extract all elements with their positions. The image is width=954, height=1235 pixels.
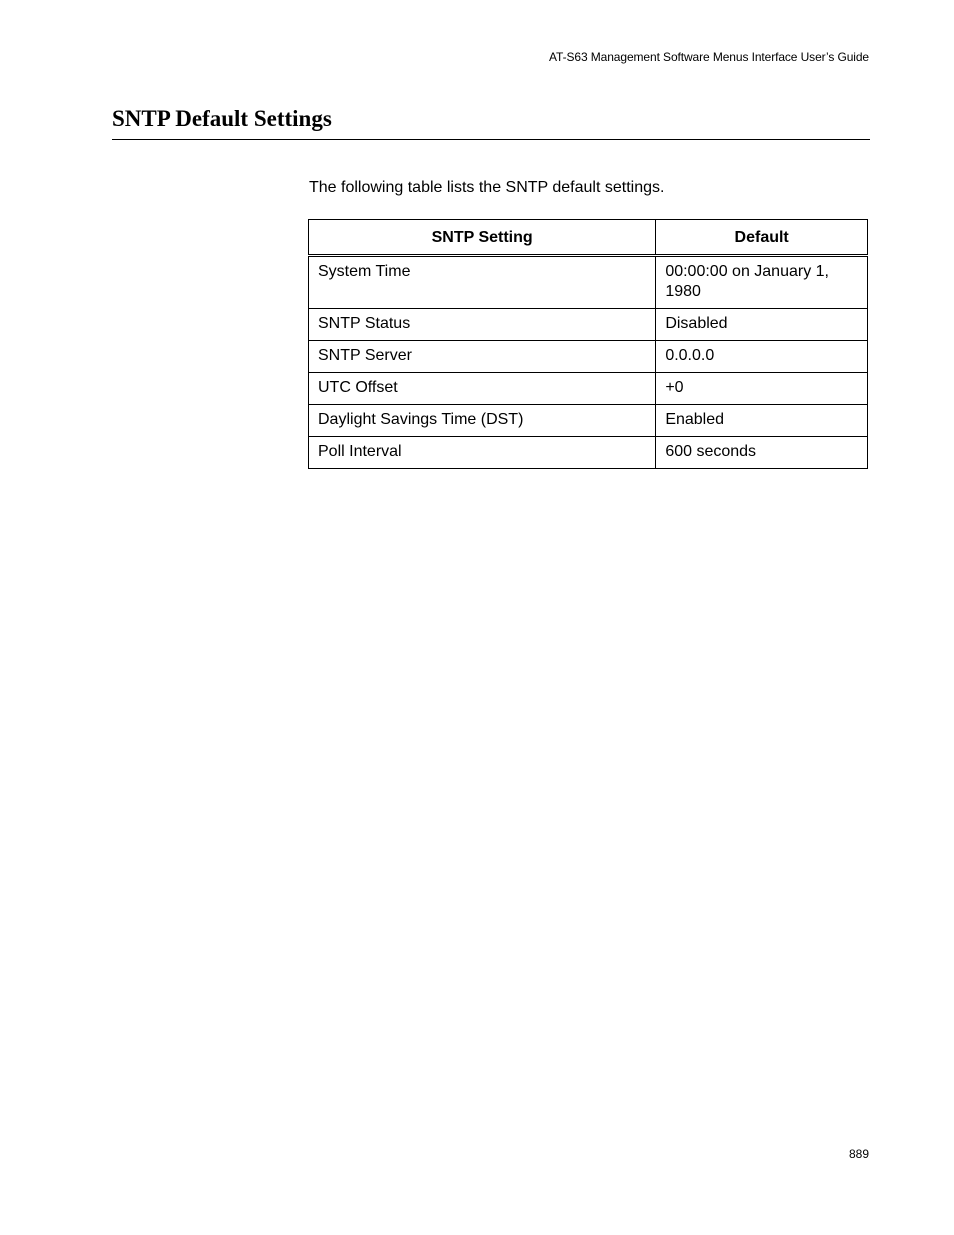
- default-cell: Enabled: [656, 405, 868, 437]
- default-cell: 0.0.0.0: [656, 341, 868, 373]
- column-header-setting: SNTP Setting: [309, 220, 656, 256]
- default-cell: 600 seconds: [656, 437, 868, 469]
- intro-paragraph: The following table lists the SNTP default settings.: [309, 179, 665, 196]
- setting-cell: System Time: [309, 256, 656, 309]
- table-row: [309, 256, 868, 309]
- table-row: [309, 437, 868, 469]
- title-rule: [112, 139, 870, 140]
- default-cell: 00:00:00 on January 1, 1980: [656, 256, 868, 309]
- setting-cell: SNTP Server: [309, 341, 656, 373]
- table-row: [309, 309, 868, 341]
- section-title: SNTP Default Settings: [112, 106, 332, 131]
- default-cell: Disabled: [656, 309, 868, 341]
- table-row: [309, 405, 868, 437]
- page-number: 889: [848, 1147, 869, 1161]
- setting-cell: Poll Interval: [309, 437, 656, 469]
- setting-cell: Daylight Savings Time (DST): [309, 405, 656, 437]
- default-cell: +0: [656, 373, 868, 405]
- running-header: AT-S63 Management Software Menus Interface User’s Guide: [549, 50, 869, 64]
- setting-cell: UTC Offset: [309, 373, 656, 405]
- table-header-row: [309, 220, 868, 256]
- table-row: [309, 341, 868, 373]
- sntp-defaults-table: [308, 219, 868, 469]
- table-row: [309, 373, 868, 405]
- column-header-default: Default: [656, 220, 868, 256]
- setting-cell: SNTP Status: [309, 309, 656, 341]
